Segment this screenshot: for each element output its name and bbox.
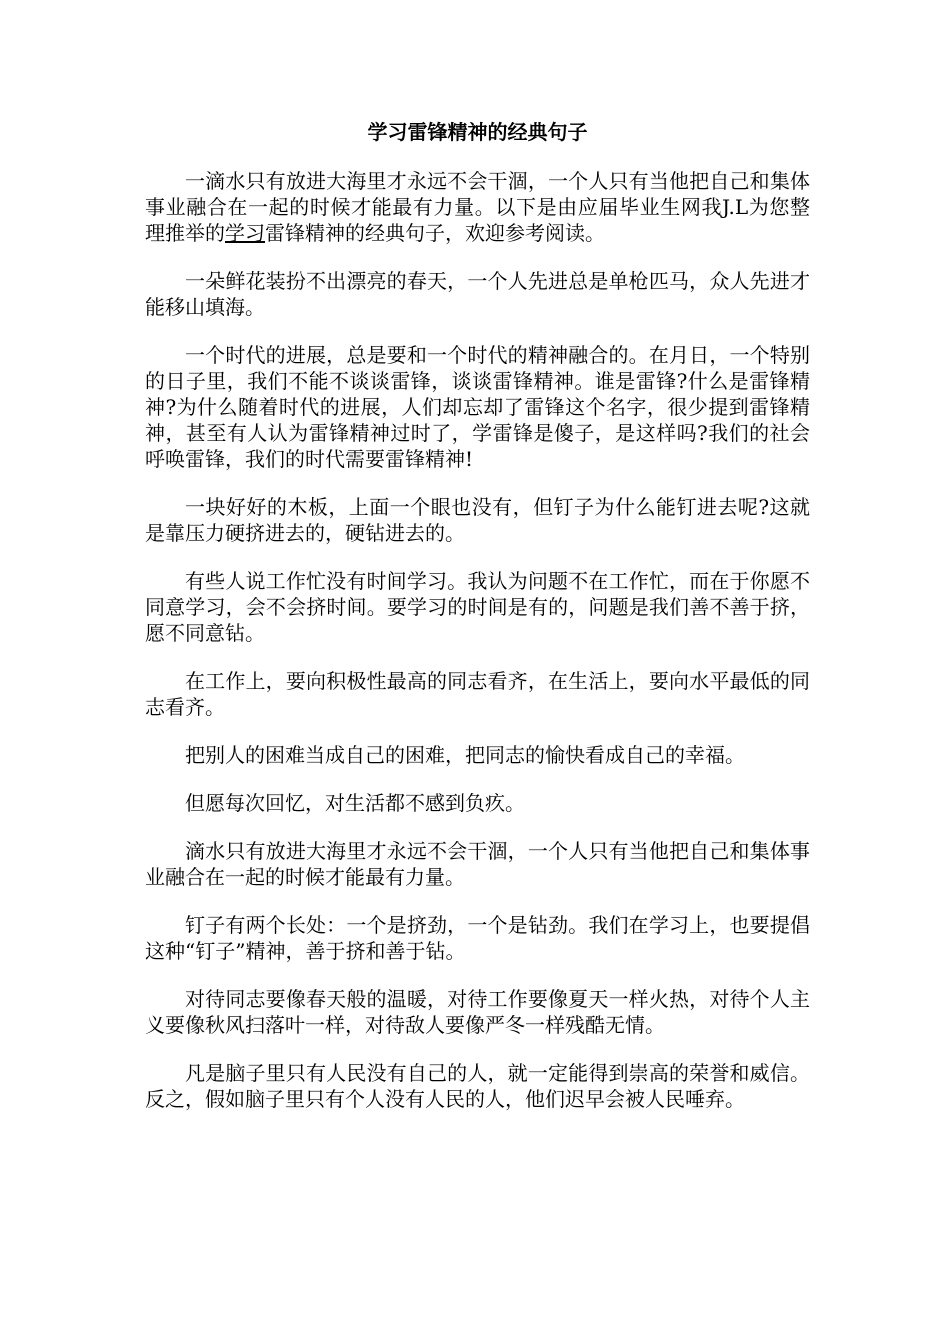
paragraph-1: 一朵鲜花装扮不出漂亮的春天，一个人先进总是单枪匹马，众人先进才能移山填海。 [145, 269, 810, 319]
intro-paragraph [145, 168, 810, 246]
paragraph-4: 有些人说工作忙没有时间学习。我认为问题不在工作忙，而在于你愿不同意学习，会不会挤时间。要学习的时间是有的，问题是我们善不善于挤，愿不同意钻。 [145, 569, 810, 645]
paragraph-2: 一个时代的进展，总是要和一个时代的精神融合的。在月日，一个特别的日子里，我们不能不谈谈雷锋，谈谈雷锋精神。谁是雷锋?什么是雷锋精神?为什么随着时代的进展，人们却忘却了雷锋这个名字，很少提到雷锋精神，甚至有人认为雷锋精神过时了，学雷锋是傻子，是这样吗?我们的社会呼唤雷锋，我们的时代需要雷锋精神! [145, 343, 810, 471]
intro-text-before-link: 一滴水只有放进大海里才永远不会干涸，一个人只有当他把自己和集体事业融合在一起的时候才能最有力量。以下是由应届毕业生网我J.L为您整理推举的 [145, 169, 810, 245]
document-title: 学习雷锋精神的经典句子 [367, 120, 588, 144]
paragraph-8: 滴水只有放进大海里才永远不会干涸，一个人只有当他把自己和集体事业融合在一起的时候才能最有力量。 [145, 839, 810, 889]
paragraph-3: 一块好好的木板，上面一个眼也没有，但钉子为什么能钉进去呢?这就是靠压力硬挤进去的，硬钻进去的。 [145, 495, 810, 545]
document-body [145, 118, 810, 1134]
paragraph-9: 钉子有两个长处：一个是挤劲，一个是钻劲。我们在学习上，也要提倡这种“钉子”精神，善于挤和善于钻。 [145, 913, 810, 963]
intro-text-after-link: 雷锋精神的经典句子，欢迎参考阅读。 [265, 221, 605, 245]
paragraph-5: 在工作上，要向积极性最高的同志看齐，在生活上，要向水平最低的同志看齐。 [145, 669, 810, 719]
study-link[interactable]: 学习 [225, 221, 265, 245]
paragraph-7: 但愿每次回忆，对生活都不感到负疚。 [185, 791, 525, 815]
paragraph-11: 凡是脑子里只有人民没有自己的人，就一定能得到崇高的荣誉和威信。反之，假如脑子里只有个人没有人民的人，他们迟早会被人民唾弃。 [145, 1061, 810, 1111]
paragraph-10: 对待同志要像春天般的温暖，对待工作要像夏天一样火热，对待个人主义要像秋风扫落叶一样，对待敌人要像严冬一样残酷无情。 [145, 987, 810, 1037]
paragraph-6: 把别人的困难当成自己的困难，把同志的愉快看成自己的幸福。 [185, 743, 745, 767]
